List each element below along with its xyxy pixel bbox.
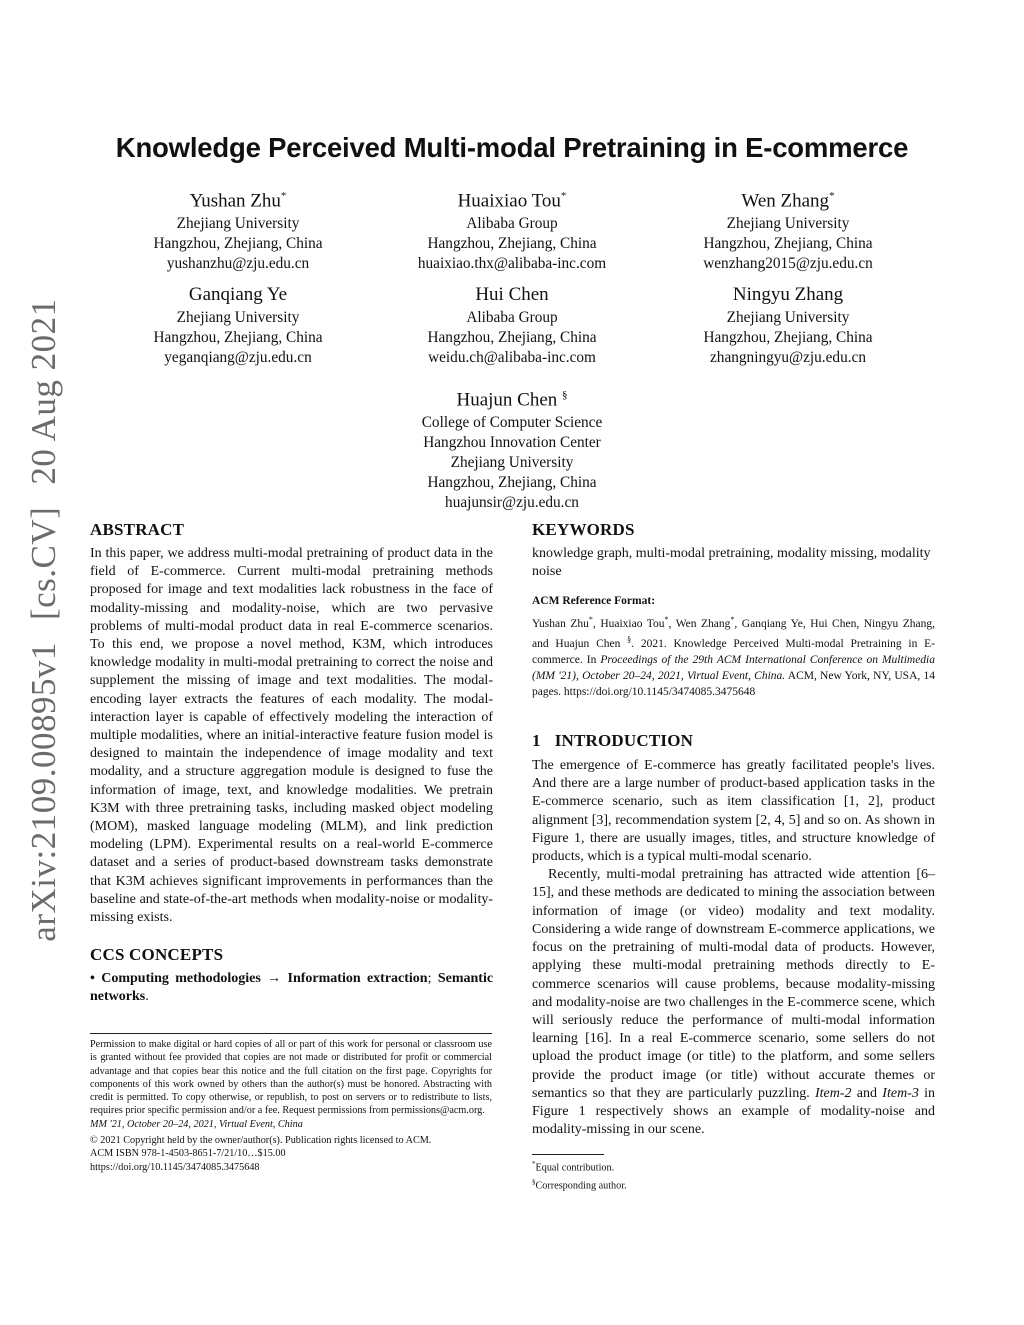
section-number: 1	[532, 731, 541, 751]
left-column	[90, 519, 493, 1007]
arxiv-stamp	[24, 298, 64, 941]
permission-text: Permission to make digital or hard copies of all or part of this work for personal or classroom use is granted without fee provided that copies are not made or distributed for profit or commercial advantage and that copies bear this notice and the full citation on the first page. Copyrights for components of this work owned by others than the author(s) must be honored. Abstracting with credit is permitted. To copy otherwise, or republish, to post on servers or to redistribute to lists, requires prior specific permission and/or a fee. Request permissions from permissions@acm.org.	[90, 1039, 492, 1117]
ref-proceedings: Proceedings of the 29th ACM International Conference on Multimedia (MM '21), October 20–24, 2021, Virtual Event, China.	[532, 654, 935, 683]
paragraph-text: Item-2	[814, 1085, 852, 1101]
separator: ;	[427, 971, 432, 987]
corresponding-author-block	[372, 382, 652, 513]
paragraph-text: Recently, multi-modal pretraining has attracted wide attention [6–15], and these methods are dedicated to mining the association between information of image (or video) modality and text modality. Considering a wide range of downstream E-commerce applications, we focus on the pretraining of multi-modal data of products. However, applying these multi-modal pretraining methods directly to E-commerce scenarios will cause problems, because modality-missing and modality-noise are two challenges in the E-commerce scene, which will seriously reduce the performance of multi-modal information learning [16]. In a real E-commerce scenario, some sellers do not upload the product image (or title) to the platform, and some sellers provide the product image (or title) without accurate themes or semantics so that they are particularly puzzling.	[532, 867, 935, 1101]
paragraph-text: Item-3	[882, 1085, 919, 1101]
abstract-heading: ABSTRACT	[90, 520, 185, 539]
footnote	[532, 1158, 832, 1175]
venue: MM '21, October 20–24, 2021, Virtual Event, China	[90, 1118, 303, 1130]
author-location: Hangzhou, Zhejiang, China	[703, 329, 873, 346]
acm-reference	[532, 594, 935, 700]
author-name: Wen Zhang	[741, 190, 830, 212]
ccs-item: Information extraction	[287, 971, 428, 987]
ref-author: Yushan Zhu	[532, 618, 589, 631]
ccs-item: Semantic networks	[90, 971, 494, 1005]
author-affiliation: Zhejiang University	[176, 215, 300, 233]
author-name: Ningyu Zhang	[732, 284, 844, 305]
ref-mark: *	[730, 615, 735, 625]
author-email: weidu.ch@alibaba-inc.com	[428, 349, 596, 366]
ref-author: , Huaixiao Tou	[592, 618, 665, 631]
ccs-heading: CCS CONCEPTS	[90, 945, 224, 965]
ccs-concepts	[90, 970, 493, 1006]
paper-title: Knowledge Perceived Multi-modal Pretraining in E-commerce	[115, 132, 909, 163]
period: .	[145, 989, 149, 1005]
author-location: Hangzhou, Zhejiang, China	[153, 329, 323, 346]
footnote-rule	[90, 1033, 492, 1034]
author-block	[98, 282, 378, 368]
author-location: Hangzhou, Zhejiang, China	[427, 329, 597, 346]
abstract-text: In this paper, we address multi-modal pretraining of product data in the field of E-commerce. Current multi-modal pretraining methods proposed for image and text modalities lack robustness in the face of modality-missing and modality-noise, which are two pervasive problems of multi-modal product data in real E-commerce scenarios. To this end, we propose a novel method, K3M, which introduces knowledge modality in multi-modal pretraining to correct the noise and supplement the missing of image and text modalities. The modal-encoding layer extracts the features of each modality. The modal-interaction layer is capable of effectively modeling the interaction of multiple modalities, where an initial-interactive feature fusion model is designed to maintain the independence of image modality and text modality, and a structure aggregation module is designed to fuse the information of image, text, and knowledge modalities. We pretrain K3M with three pretraining tasks, including masked object modeling (MOM), masked language modeling (MLM), and link prediction modeling (LPM). Experimental results on a real-world E-commerce dataset and a series of product-based downstream tasks demonstrate that K3M achieves significant improvements in performances than the baseline and state-of-the-art methods when modality-noise or modality-missing exists.	[90, 546, 493, 926]
permission-block	[90, 1038, 492, 1174]
author-affiliation: Hangzhou Innovation Center	[423, 434, 601, 452]
author-mark: §	[562, 389, 568, 401]
bullet: •	[90, 971, 95, 987]
keywords-heading: KEYWORDS	[532, 520, 635, 539]
author-affiliation: Zhejiang University	[726, 309, 850, 326]
ref-mark: *	[664, 615, 669, 625]
author-footnotes	[532, 1158, 832, 1192]
author-email: yeganqiang@zju.edu.cn	[164, 349, 312, 366]
paragraph-text: and	[851, 1085, 883, 1101]
arxiv-id: arXiv:2109.00895v1	[24, 642, 63, 942]
footnote-mark: §	[532, 1177, 536, 1186]
author-name: Ganqiang Ye	[188, 284, 288, 305]
ref-mark: *	[588, 615, 593, 625]
footnote	[532, 1176, 832, 1193]
acm-reference-heading: ACM Reference Format:	[532, 595, 656, 608]
footnote-text: Equal contribution.	[535, 1162, 615, 1174]
author-block	[648, 183, 928, 274]
doi-link[interactable]: https://doi.org/10.1145/3474085.3475648	[90, 1161, 260, 1173]
author-affiliation: College of Computer Science	[421, 414, 603, 432]
author-mark: *	[280, 190, 287, 202]
author-location: Hangzhou, Zhejiang, China	[427, 474, 597, 492]
author-affiliation: Alibaba Group	[466, 215, 558, 233]
author-location: Hangzhou, Zhejiang, China	[153, 235, 323, 253]
ref-author: , Wen Zhang	[668, 618, 731, 631]
footnote-rule	[532, 1154, 604, 1155]
intro-heading	[532, 730, 935, 752]
footnote-mark: *	[532, 1160, 536, 1168]
author-block	[98, 183, 378, 274]
paragraph-text: in Figure 1 respectively shows an example of modality-noise and modality-missing in our scene.	[532, 1085, 936, 1138]
author-affiliation: Alibaba Group	[466, 309, 558, 326]
author-block	[372, 282, 652, 368]
arrow-icon: →	[267, 971, 282, 987]
keywords-text: knowledge graph, multi-modal pretraining, modality missing, modality noise	[532, 546, 931, 580]
author-name: Huaixiao Tou	[457, 190, 561, 212]
intro-paragraph	[532, 866, 935, 1139]
arxiv-category: [cs.CV]	[24, 506, 63, 621]
author-email: wenzhang2015@zju.edu.cn	[703, 255, 873, 273]
author-block	[648, 282, 928, 368]
author-block	[372, 183, 652, 274]
footnote-text: Corresponding author.	[535, 1180, 627, 1192]
author-name: Huajun Chen	[456, 389, 558, 411]
ref-text: ACM, New York, NY, USA, 14 pages. https://doi.org/10.1145/3474085.3475648	[532, 670, 935, 699]
author-mark: *	[560, 190, 567, 202]
author-location: Hangzhou, Zhejiang, China	[703, 235, 873, 253]
author-affiliation: Zhejiang University	[176, 309, 300, 326]
author-email: huaixiao.thx@alibaba-inc.com	[417, 255, 607, 273]
ref-author: , Ganqiang Ye, Hui Chen, Ningyu Zhang, and Huajun Chen	[532, 618, 935, 651]
ref-mark: §	[627, 635, 632, 645]
author-name: Yushan Zhu	[189, 190, 281, 212]
ref-text: . 2021. Knowledge Perceived Multi-modal Pretraining in E-commerce. In	[532, 638, 935, 667]
intro-paragraph: The emergence of E-commerce has greatly facilitated people's lives. And there are a large number of product-based application tasks in the E-commerce scenario, such as item classification [1, 2], product alignment [3], recommendation system [2, 4, 5] and so on. As shown in Figure 1, there are usually images, titles, and structure knowledge of products, which is a typical multi-modal scenario.	[532, 758, 935, 865]
author-email: yushanzhu@zju.edu.cn	[166, 255, 310, 273]
author-email: zhangningyu@zju.edu.cn	[710, 349, 866, 366]
isbn: ACM ISBN 978-1-4503-8651-7/21/10…$15.00	[90, 1148, 286, 1160]
section-title: INTRODUCTION	[554, 731, 694, 751]
acm-reference-text	[532, 612, 935, 700]
author-affiliation: Zhejiang University	[726, 215, 850, 233]
author-mark: *	[829, 190, 835, 202]
copyright: © 2021 Copyright held by the owner/author(s). Publication rights licensed to ACM.	[90, 1135, 432, 1147]
author-email: huajunsir@zju.edu.cn	[445, 494, 579, 512]
author-affiliation: Zhejiang University	[450, 454, 574, 472]
author-name: Hui Chen	[475, 284, 549, 305]
right-column	[532, 519, 935, 1139]
ccs-item: Computing methodologies	[101, 971, 261, 987]
author-location: Hangzhou, Zhejiang, China	[427, 235, 597, 253]
arxiv-date: 20 Aug 2021	[24, 298, 63, 485]
